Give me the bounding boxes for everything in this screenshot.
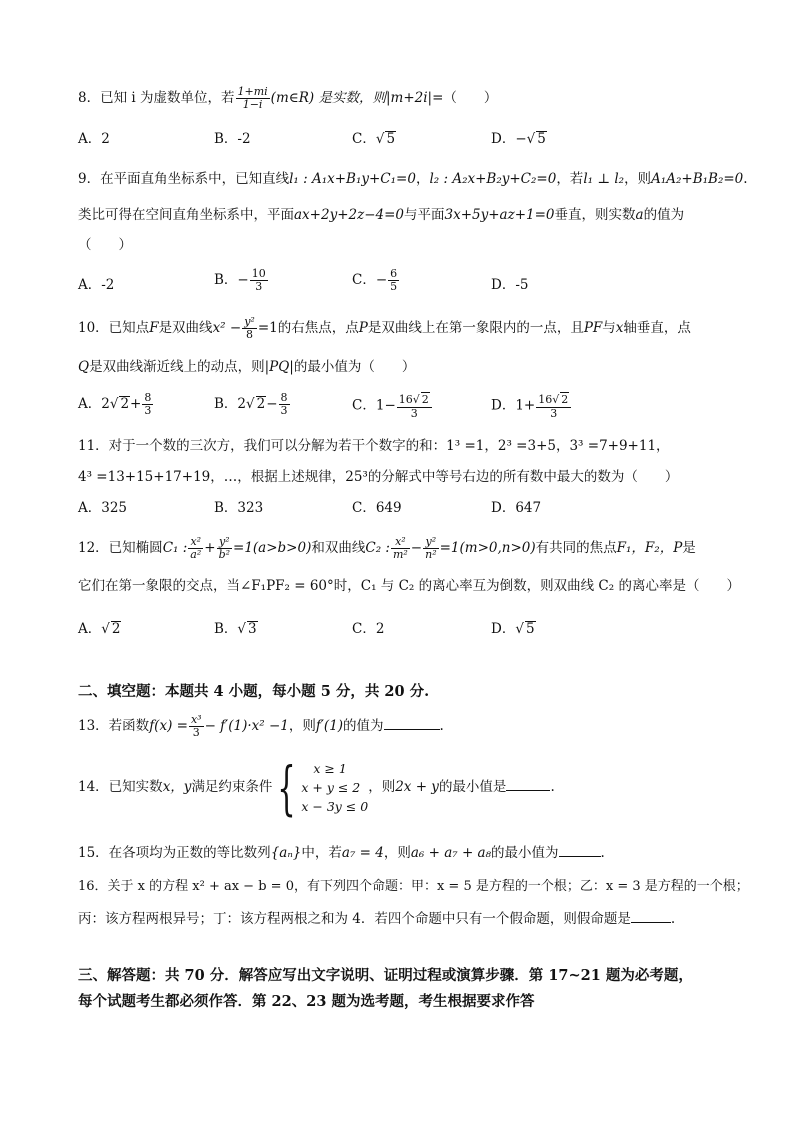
q11-line2: 4³ =13+15+17+19，…，根据上述规律，25³的分解式中等号右边的所有数中最大的数为（ ） (78, 469, 679, 485)
system-brace: { (277, 753, 297, 822)
q9-option-a[interactable]: A．-2 (78, 277, 115, 293)
q16-line2: 丙：该方程两根异号；丁：该方程两根之和为 4．若四个命题中只有一个假命题，则假命题是 . (78, 908, 675, 928)
q8-option-a[interactable]: A．2 (78, 131, 110, 147)
q11-line1: 11．对于一个数的三次方，我们可以分解为若干个数字的和：1³ =1，2³ =3+5，3³ =7+9+11， (78, 438, 670, 454)
q12-option-d[interactable]: D．√ 5 (491, 621, 535, 637)
q14-answer-blank[interactable] (506, 776, 550, 791)
q10-line1: 10．已知点F是双曲线x² − $\frac{\text{y²}}{8}$ =1的右焦点，点P是双曲线上在第一象限内的一点，且PF与x轴垂直，点 (78, 315, 691, 341)
q15-answer-blank[interactable] (559, 842, 601, 857)
q11-option-d[interactable]: D．647 (491, 500, 542, 516)
q10-option-c[interactable]: C．1− $\frac{16√ 2}{3}$ (352, 392, 433, 420)
q8-option-c[interactable]: C．√ 5 (352, 131, 396, 147)
q13-answer-blank[interactable] (384, 715, 440, 730)
q12-line2: 它们在第一象限的交点，当∠F₁PF₂ = 60°时，C₁ 与 C₂ 的离心率互为倒数，则双曲线 C₂ 的离心率是（ ） (78, 578, 740, 594)
q9-line2: 类比可得在空间直角坐标系中，平面ax+2y+2z−4=0与平面3x+5y+az+1=0垂直，则实数a的值为 (78, 207, 685, 223)
q12-option-c[interactable]: C．2 (352, 621, 385, 637)
q10-option-d[interactable]: D．1+ $\frac{16√ 2}{3}$ (491, 392, 572, 420)
constraint-system: x ≥ 1 x + y ≤ 2 x − 3y ≤ 0 (301, 761, 369, 814)
q16-line1: 16．关于 x 的方程 x² + ax − b = 0，有下列四个命题：甲：x = 5 是方程的一个根；乙：x = 3 是方程的一个根； (78, 879, 749, 894)
q9-line3: （ ） (78, 237, 132, 253)
q14-stem: 14．已知实数x，y满足约束条件{ x ≥ 1 x + y ≤ 2 x − 3y ≤ 0 ，则2x + y的最小值是 . (78, 753, 555, 822)
q11-option-c[interactable]: C．649 (352, 500, 402, 516)
q10-line2: Q是双曲线渐近线上的动点，则|PQ|的最小值为（ ） (78, 359, 416, 375)
q9-option-d[interactable]: D．-5 (491, 277, 529, 293)
q8-fraction: $\frac{1+mi}{1-i}$ (237, 85, 268, 111)
section-3-heading-line1: 三、解答题：共 70 分．解答应写出文字说明、证明过程或演算步骤．第 17~21 题为必考题， (78, 967, 693, 984)
section-3-heading-line2: 每个试题考生都必须作答．第 22、23 题为选考题，考生根据要求作答 (78, 993, 535, 1010)
q16-answer-blank[interactable] (631, 908, 671, 923)
q9-option-b[interactable]: B．− $\frac{10}{3}$ (214, 267, 266, 293)
q8-stem: 8．已知 i 为虚数单位，若 $\frac{1+mi}{1-i}$ (m∈R) 是实数，则|m+2i|=（ ） (78, 85, 498, 111)
q10-option-a[interactable]: A．2√ 2+ $\frac{8}{3}$ (78, 391, 152, 417)
q9-option-c[interactable]: C．− $\frac{6}{5}$ (352, 267, 398, 293)
q11-option-a[interactable]: A．325 (78, 500, 128, 516)
q12-option-a[interactable]: A．√ 2 (78, 621, 121, 637)
q12-line1: 12．已知椭圆C₁ : $\frac{\text{x²}}{\text{a²}}$ + $\frac{\text{y²}}{\text{b²}}$ =1(a>b>0)和双曲线C₂ : $\frac{\text{x²}}{\text{m²}}$ − $\frac{\text{y²}}{\text{n²}}$ =1(m>0,n>0)有共同的焦点F₁，F₂，P是 (78, 535, 696, 561)
section-2-heading: 二、填空题：本题共 4 小题，每小题 5 分，共 20 分. (78, 683, 430, 700)
q12-option-b[interactable]: B．√ 3 (214, 621, 257, 637)
q8-option-d[interactable]: D．−√ 5 (491, 131, 546, 147)
q8-option-b[interactable]: B．-2 (214, 131, 251, 147)
q10-option-b[interactable]: B．2√ 2− $\frac{8}{3}$ (214, 391, 288, 417)
q9-line1: 9．在平面直角坐标系中，已知直线l₁ : A₁x+B₁y+C₁=0，l₂ : A₂x+B₂y+C₂=0，若l₁ ⊥ l₂，则A₁A₂+B₁B₂=0. (78, 171, 748, 187)
q13-stem: 13．若函数f(x) = $\frac{\text{x³}}{3}$ − f′(1)·x² −1，则f′(1)的值为 . (78, 713, 444, 739)
q15-stem: 15．在各项均为正数的等比数列{aₙ}中，若a₇ = 4，则a₆ + a₇ + a₈的最小值为 . (78, 842, 605, 862)
q11-option-b[interactable]: B．323 (214, 500, 264, 516)
